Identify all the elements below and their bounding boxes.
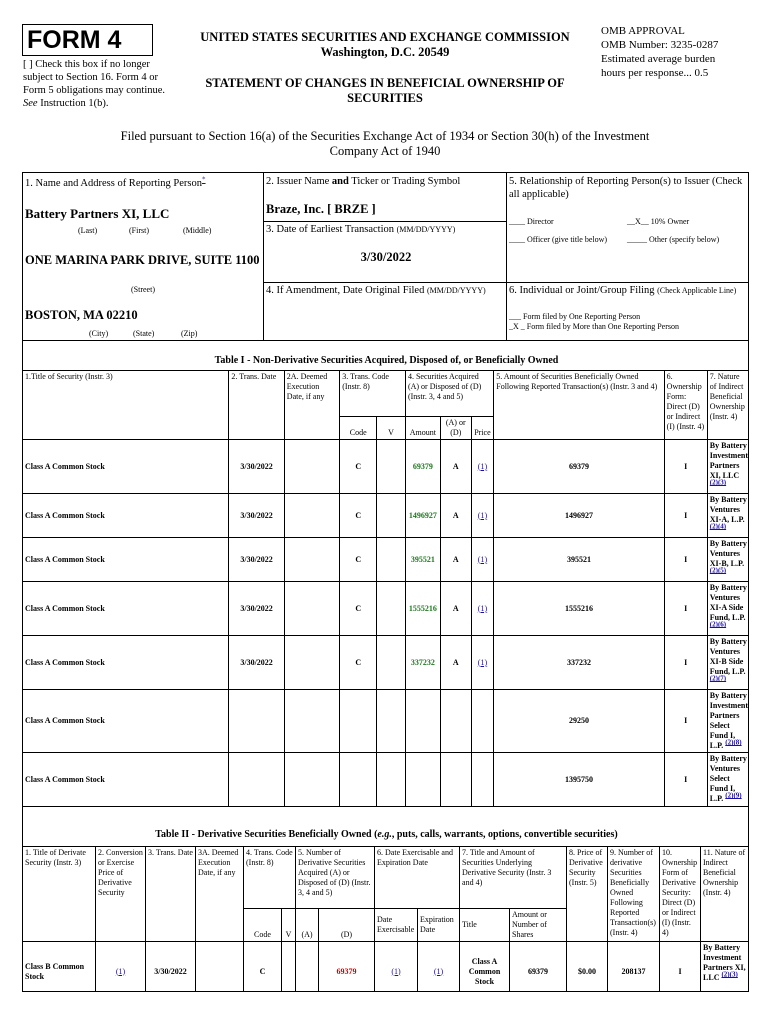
table1-row [23,690,750,753]
t1-nature [707,582,749,636]
t1-owned: 337232 [494,636,664,690]
t2-h-code-sub: Code [244,909,282,942]
table1-row [23,538,750,582]
earliest-transaction-date: 3/30/2022 [360,250,412,264]
reporting-person-street: ONE MARINA PARK DRIVE, SUITE 1100 [25,253,260,267]
t1-price-cell [471,582,494,636]
box6-label-text: 6. Individual or Joint/Group Filing [509,285,655,296]
t1-price-link[interactable]: (1) [477,603,488,613]
director-checkbox[interactable]: ____ Director [509,217,554,226]
box6-label [509,284,736,297]
t1-form: I [664,636,707,690]
t1-title: Class A Common Stock [23,494,229,538]
t2-u-amount: 69379 [510,942,567,993]
t1-nature-footnote[interactable]: (2)(3) [709,478,727,487]
t2-h-date: 3. Trans. Date [146,847,196,942]
box6-sub: (Check Applicable Line) [657,286,737,295]
t1-nature [707,538,749,582]
t1-h-code-sub: Code [340,417,377,440]
t1-amount: 1496927 [405,494,440,538]
agency-name: UNITED STATES SECURITIES AND EXCHANGE COMMISSION [200,30,570,44]
t1-price-cell [471,690,494,753]
table1-row [23,636,750,690]
box4-label [266,284,486,297]
t1-nature-text: By Battery Investment Partners XI, LLC [709,441,748,480]
see-text: See [23,98,38,109]
zip-label: (Zip) [181,329,198,338]
t1-form: I [664,538,707,582]
last-label: (Last) [78,226,98,235]
first-label: (First) [129,226,149,235]
box4-label-text: 4. If Amendment, Date Original Filed [266,285,425,296]
t1-nature [707,690,749,753]
t1-h-amount: Amount [405,417,440,440]
t1-deemed [284,690,339,753]
t1-owned: 1496927 [494,494,664,538]
t1-amount: 1555216 [405,582,440,636]
t1-code: C [340,494,377,538]
t1-owned: 1395750 [494,753,664,807]
t1-deemed [284,440,339,494]
t1-v [377,753,406,807]
t2-u-title: Class A Common Stock [460,942,510,993]
t2-code: C [244,942,282,993]
box3-label [266,223,455,236]
check-box-label: [ ] Check this box if no longer subject to Section 16. Form 4 or Form 5 obligations may continue. [23,59,166,96]
t1-date: 3/30/2022 [229,538,284,582]
table2-title-pre: Table II - Derivative Securities Beneficially Owned ( [155,829,378,840]
t2-nature-text: By Battery Investment Partners XI, LLC [703,943,746,982]
t1-h-code: 3. Trans. Code (Instr. 8) [340,371,406,417]
t2-h-exercisable: 6. Date Exercisable and Expiration Date [375,847,460,909]
t1-owned: 69379 [494,440,664,494]
t1-date: 3/30/2022 [229,582,284,636]
footnote-link[interactable]: * [202,175,206,184]
t1-title: Class A Common Stock [23,440,229,494]
omb-burden: Estimated average burden [601,53,716,65]
t1-title: Class A Common Stock [23,753,229,807]
t2-conv-link[interactable]: (1) [115,966,126,976]
t2-row [23,942,750,993]
t1-owned: 29250 [494,690,664,753]
t2-date: 3/30/2022 [146,942,196,993]
table1-row [23,440,750,494]
t1-price-link[interactable]: (1) [477,554,488,564]
box4-format: (MM/DD/YYYY) [426,286,486,295]
t1-price-cell [471,636,494,690]
omb-number: OMB Number: 3235-0287 [601,39,719,51]
t1-title: Class A Common Stock [23,582,229,636]
t1-v [377,494,406,538]
t1-date: 3/30/2022 [229,494,284,538]
t2-h-deemed: 3A. Deemed Execution Date, if any [196,847,244,942]
t2-a [296,942,319,993]
statement-title: STATEMENT OF CHANGES IN BENEFICIAL OWNERSHIP OF SECURITIES [205,76,565,105]
t1-price-cell [471,538,494,582]
t2-title: Class B Common Stock [23,942,96,993]
t1-date: 3/30/2022 [229,636,284,690]
t1-v [377,538,406,582]
t1-amount: 69379 [405,440,440,494]
t2-price: $0.00 [567,942,608,993]
t1-date [229,690,284,753]
t2-h-u-amount: Amount or Number of Shares [510,909,567,942]
reporting-person-name: Battery Partners XI, LLC [25,206,170,221]
t2-h-date-ex: Date Exercisable [375,909,418,942]
t2-exp-link[interactable]: (1) [433,966,444,976]
t1-nature-footnote[interactable]: (2)(6) [709,620,727,629]
t1-h-acquired: 4. Securities Acquired (A) or Disposed of (D) (Instr. 3, 4 and 5) [405,371,493,417]
ten-percent-owner-checkbox[interactable]: __X__ 10% Owner [627,217,690,226]
table1-row [23,582,750,636]
t1-aord: A [440,582,471,636]
t1-v [377,440,406,494]
t1-nature [707,494,749,538]
table2-title-post: , puts, calls, warrants, options, convertible securities) [391,829,618,840]
t2-h-title: 1. Title of Derivate Security (Instr. 3) [23,847,96,942]
t1-h-owned: 5. Amount of Securities Beneficially Owned Following Reported Transaction(s) (Instr. 3 and 4) [494,371,664,440]
box2-label [266,175,460,188]
t1-h-v: V [377,417,406,440]
t1-amount [405,753,440,807]
omb-hours: hours per response... 0.5 [601,67,709,79]
t1-code [340,753,377,807]
t1-nature-footnote[interactable]: (2)(7) [709,674,727,683]
t1-form: I [664,494,707,538]
box5-label: 5. Relationship of Reporting Person(s) to Issuer (Check all applicable) [509,176,743,200]
box3-label-text: 3. Date of Earliest Transaction [266,224,395,235]
other-checkbox[interactable]: _____ Other (specify below) [627,235,720,244]
t1-title: Class A Common Stock [23,538,229,582]
box3-format: (MM/DD/YYYY) [396,225,456,234]
t1-price-link[interactable]: (1) [477,461,488,471]
table2 [22,846,749,992]
omb-approval-title: OMB APPROVAL [601,25,685,37]
t1-deemed [284,494,339,538]
t1-nature-text: By Battery Ventures XI-A Side Fund, L.P. [709,583,747,622]
t1-form: I [664,690,707,753]
t1-owned: 1555216 [494,582,664,636]
t1-amount: 337232 [405,636,440,690]
t1-nature-footnote[interactable]: (2)(8) [725,738,742,747]
t1-nature-footnote[interactable]: (2)(9) [725,791,742,800]
t2-nature-footnote[interactable]: (2)(3) [721,970,738,979]
t1-code [340,690,377,753]
omb-approval [601,24,761,80]
form-body [22,172,749,992]
box1-label [25,177,206,190]
t1-form: I [664,582,707,636]
table1 [22,370,749,807]
one-person-option[interactable]: ___ Form filed by One Reporting Person [509,312,641,321]
reporting-person-city: BOSTON, MA 02210 [25,308,138,322]
t1-nature [707,440,749,494]
t2-h-exp: Expiration Date [418,909,460,942]
t1-price-link[interactable]: (1) [477,657,488,667]
t1-price-cell [471,753,494,807]
t1-h-price: Price [471,417,494,440]
t1-nature-text: By Battery Ventures XI-B, L.P. [709,539,747,568]
t1-deemed [284,636,339,690]
t1-v [377,636,406,690]
t1-aord: A [440,494,471,538]
t1-nature-text: By Battery Ventures XI-A, L.P. [709,495,747,524]
table1-row [23,753,750,807]
t1-code: C [340,582,377,636]
agency-city: Washington, D.C. 20549 [320,45,450,59]
t2-deemed [196,942,244,993]
t2-h-owned: 9. Number of derivative Securities Beneficially Owned Following Reported Transaction(s) (Instr. 4) [608,847,660,942]
t1-deemed [284,582,339,636]
t2-nature [701,942,749,993]
t2-h-code: 4. Trans. Code (Instr. 8) [244,847,296,909]
t2-h-price: 8. Price of Derivative Security (Instr. 5) [567,847,608,942]
t1-h-nature: 7. Nature of Indirect Beneficial Ownership (Instr. 4) [707,371,749,440]
t1-aord: A [440,440,471,494]
t2-h-a: (A) [296,909,319,942]
t1-nature-text: By Battery Ventures XI-B Side Fund, L.P. [709,637,747,676]
t1-nature-footnote[interactable]: (2)(4) [709,522,727,531]
t2-h-form: 10. Ownership Form of Derivative Security: Direct (D) or Indirect (I) (Instr. 4) [660,847,701,942]
t1-h-aord: (A) or (D) [440,417,471,440]
t1-nature-text: By Battery Investment Partners Select Fund I, L.P. [709,691,748,750]
t1-nature-text: By Battery Ventures Select Fund I, L.P. [709,754,747,803]
t1-aord [440,690,471,753]
agency-header [180,30,590,60]
t1-aord: A [440,636,471,690]
t1-amount: 395521 [405,538,440,582]
t1-v [377,582,406,636]
more-person-option[interactable]: _X _ Form filed by More than One Reporting Person [509,322,679,331]
no-longer-subject-text [23,58,173,110]
box2-label-pre: 2. Issuer Name [266,176,330,187]
street-label: (Street) [131,285,155,294]
t1-amount [405,690,440,753]
t1-form: I [664,440,707,494]
officer-checkbox[interactable]: ____ Officer (give title below) [509,235,608,244]
t2-h-u-title: Title [460,909,510,942]
issuer-name: Braze, Inc. [ BRZE ] [266,202,376,216]
t2-h-nature: 11. Nature of Indirect Beneficial Ownership (Instr. 4) [701,847,749,942]
city-label: (City) [89,329,109,338]
t1-h-title: 1.Title of Security (Instr. 3) [23,371,229,440]
t1-deemed [284,753,339,807]
t1-form: I [664,753,707,807]
table2-title [23,829,749,840]
t2-v [282,942,296,993]
t1-h-form: 6. Ownership Form: Direct (D) or Indirect (I) (Instr. 4) [664,371,707,440]
instruction-ref: Instruction 1(b). [40,98,109,109]
table1-row [23,494,750,538]
box1-label-text: 1. Name and Address of Reporting Person [25,178,203,189]
t1-title: Class A Common Stock [23,636,229,690]
t2-h-conv: 2. Conversion or Exercise Price of Derivative Security [96,847,146,942]
t2-h-v: V [282,909,296,942]
t2-date-ex-link[interactable]: (1) [391,966,401,976]
t2-h-d: (D) [319,909,375,942]
form-title: FORM 4 [22,24,153,56]
t2-h-underlying: 7. Title and Amount of Securities Underlying Derivative Security (Instr. 3 and 4) [460,847,567,909]
table1-title: Table I - Non-Derivative Securities Acquired, Disposed of, or Beneficially Owned [214,355,559,366]
t1-title: Class A Common Stock [23,690,229,753]
t1-date: 3/30/2022 [229,440,284,494]
t1-code: C [340,440,377,494]
t1-code: C [340,636,377,690]
t1-price-cell [471,440,494,494]
state-label: (State) [133,329,155,338]
t1-nature [707,636,749,690]
t1-aord [440,753,471,807]
t2-owned: 208137 [608,942,660,993]
t1-price-cell [471,494,494,538]
box2-label-post: Ticker or Trading Symbol [351,176,461,187]
t1-nature-footnote[interactable]: (2)(5) [709,566,727,575]
t1-nature [707,753,749,807]
t2-form: I [660,942,701,993]
t2-h-number: 5. Number of Derivative Securities Acquired (A) or Disposed of (D) (Instr. 3, 4 and 5) [296,847,375,909]
middle-label: (Middle) [183,226,212,235]
table2-title-eg: e.g. [377,829,392,840]
t1-date [229,753,284,807]
t1-price-link[interactable]: (1) [477,510,488,520]
t1-owned: 395521 [494,538,664,582]
t2-d: 69379 [319,942,375,993]
t1-h-deemed: 2A. Deemed Execution Date, if any [284,371,339,440]
box2-label-and: and [331,176,349,187]
t1-deemed [284,538,339,582]
t1-h-date: 2. Trans. Date [229,371,284,440]
t1-code: C [340,538,377,582]
t1-aord: A [440,538,471,582]
filed-pursuant-text: Filed pursuant to Section 16(a) of the Securities Exchange Act of 1934 or Section 30(h) of the Investment Company Act of 1940 [120,129,650,158]
t1-v [377,690,406,753]
